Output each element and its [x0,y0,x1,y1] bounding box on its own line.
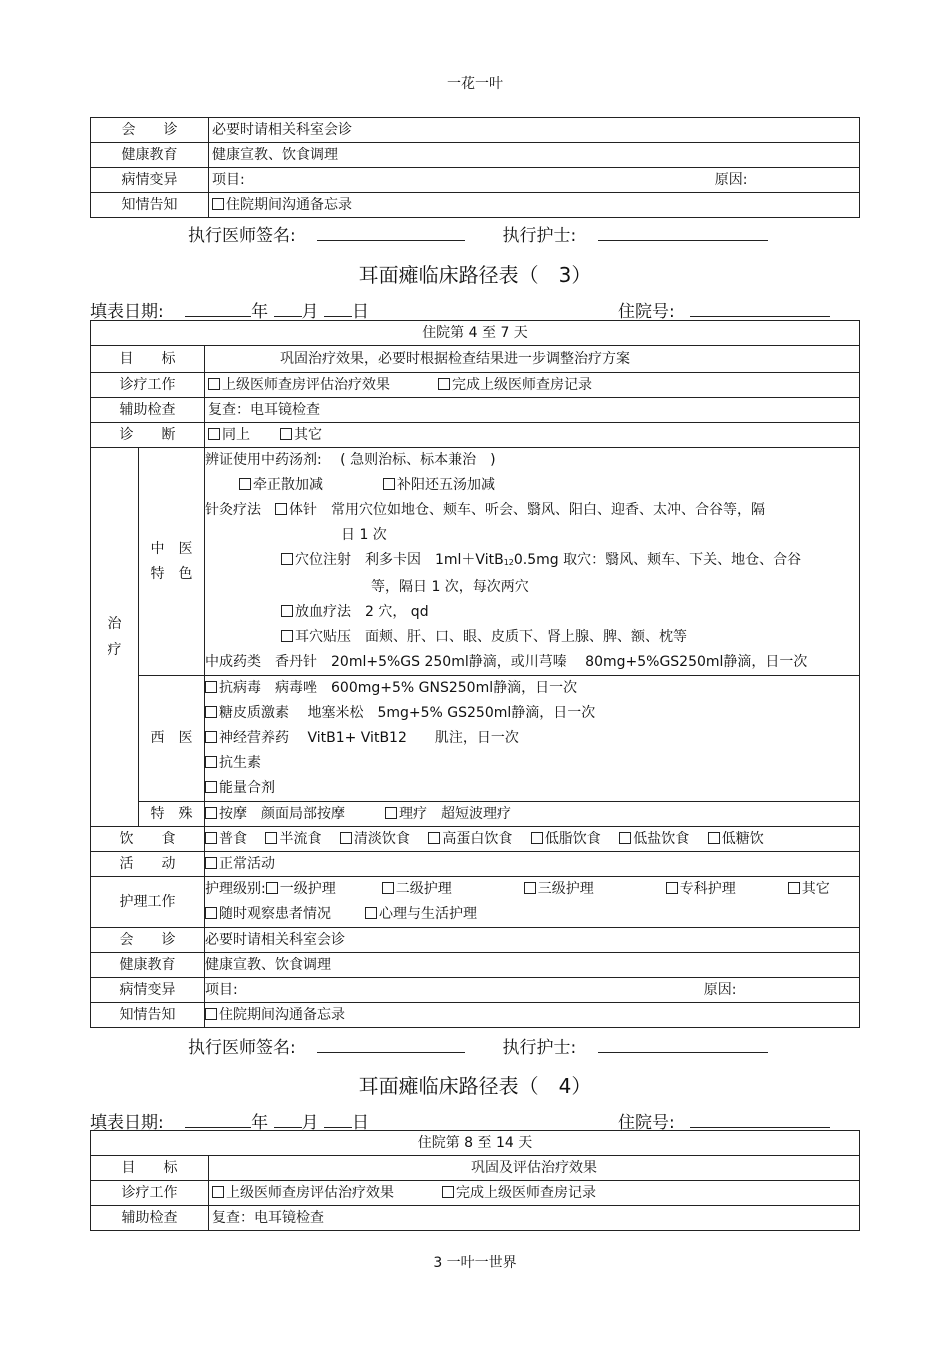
table-row [91,877,860,928]
table-row [91,827,860,852]
table-row [91,423,860,448]
checkbox-icon[interactable] [266,882,278,894]
row-content: 健康宣教、饮食调理 [209,143,860,168]
section-title: 耳面瘫临床路径表（ 4） [358,1074,592,1098]
table-row [91,1131,860,1156]
date-label: 填表日期: [90,1113,164,1133]
row-label: 诊疗工作 [91,1181,209,1206]
checkbox-icon[interactable] [205,907,217,919]
table-row [91,1181,860,1206]
month-field[interactable] [274,302,302,317]
row-label: 病情变异 [91,168,209,193]
diet-content: 普食 半流食 清淡饮食 高蛋白饮食 低脂饮食 低盐饮食 低糖饮 [205,827,860,852]
row-label: 活 动 [91,852,205,877]
checkbox-icon[interactable] [438,378,450,390]
row-content: 必要时请相关科室会诊 [209,118,860,143]
row-label: 健康教育 [91,143,209,168]
row-label: 目 标 [91,1156,209,1181]
checkbox-icon[interactable] [281,630,293,642]
table-row [91,398,860,423]
checkbox-icon[interactable] [212,1186,224,1198]
table-pathway-4 [90,1130,860,1231]
signature-row [188,1033,768,1058]
table-row [91,928,860,953]
nurse-signature-label: 执行护士: [502,226,577,246]
edu-content: 健康宣教、饮食调理 [205,953,860,978]
work-content: 上级医师查房评估治疗效果 完成上级医师查房记录 [209,1181,860,1206]
checkbox-icon[interactable] [280,428,292,440]
row-content [209,168,860,193]
checkbox-icon[interactable] [428,832,440,844]
checkbox-icon[interactable] [281,553,293,565]
checkbox-icon[interactable] [205,681,217,693]
inform-content: 住院期间沟通备忘录 [205,1003,860,1028]
checkbox-icon[interactable] [205,756,217,768]
row-label: 辅助检查 [91,1206,209,1231]
table-row [91,852,860,877]
checkbox-icon[interactable] [788,882,800,894]
row-label: 诊疗工作 [91,373,205,398]
checkbox-icon[interactable] [205,706,217,718]
year-field[interactable] [185,302,251,317]
consult-content: 必要时请相关科室会诊 [205,928,860,953]
table-pathway-3 [90,320,860,1028]
variation-item-label: 项目: [212,171,245,188]
exam-content: 复查：电耳镜检查 [209,1206,860,1231]
form-info-row: 填表日期: 年 月 日 住院号: [90,297,860,322]
work-content: 上级医师查房评估治疗效果 完成上级医师查房记录 [205,373,860,398]
checkbox-icon[interactable] [666,882,678,894]
row-label: 健康教育 [91,953,205,978]
wm-label: 西 医 [139,676,205,802]
month-field[interactable] [274,1113,302,1128]
row-label: 知情告知 [91,1003,205,1028]
doctor-signature-label: 执行医师签名: [188,226,296,246]
admission-no-label: 住院号: [618,302,675,322]
checkbox-icon[interactable] [619,832,631,844]
nurse-signature-line[interactable] [598,1038,768,1053]
checkbox-icon[interactable] [383,478,395,490]
tcm-label: 中 医 特 色 [139,448,205,676]
table-row [91,1206,860,1231]
checkbox-icon[interactable] [365,907,377,919]
page-header: 一花一叶 [447,76,503,92]
row-label: 饮 食 [91,827,205,852]
table-row [91,321,860,346]
period-header: 住院第 4 至 7 天 [91,321,860,346]
checkbox-icon[interactable] [275,503,287,515]
diagnosis-content: 同上 其它 [205,423,860,448]
day-field[interactable] [324,302,352,317]
checkbox-icon[interactable] [208,378,220,390]
tcm-content: 辨证使用中药汤剂: ( 急则治标、标本兼治 ) 牵正散加减 补阳还五汤加减 针灸疗法 体针 常用穴位如地仓、颊车、听会、翳风、阳白、迎香、太冲、合谷等，隔 日 1 次 穴位注射 利多卡因 1ml＋VitB120.5mg 取穴：翳风、颊车、下关、地仓、合谷 等，隔日 1 次，每次两穴 放血疗法 2 穴， qd 耳穴贴压 面颊、肝、口、眼、皮质下、肾上腺、脾、额、枕等 中成药类 香丹针 20ml+5%GS 250ml静滴，或川芎嗪 80mg+5%GS250ml静滴，日一次 [205,448,860,676]
activity-content: 正常活动 [205,852,860,877]
page-footer: 3 一叶一世界 [433,1255,517,1271]
table-row [91,676,860,802]
doctor-signature-line[interactable] [317,1038,465,1053]
nursing-content: 护理级别: 一级护理 二级护理 三级护理 专科护理 其它 随时观察患者情况 心理与生活护理 [205,877,860,928]
checkbox-icon[interactable] [524,882,536,894]
table-row [91,978,860,1003]
day-field[interactable] [324,1113,352,1128]
admission-no-field[interactable] [690,1113,830,1128]
checkbox-icon[interactable] [208,428,220,440]
checkbox-icon[interactable] [340,832,352,844]
checkbox-icon[interactable] [205,781,217,793]
table-row [91,193,860,218]
variation-content: 项目: 原因: [205,978,860,1003]
nurse-signature-label: 执行护士: [502,1038,577,1058]
treatment-label: 治 疗 [91,448,139,827]
row-label: 病情变异 [91,978,205,1003]
checkbox-icon[interactable] [442,1186,454,1198]
table-row [91,346,860,373]
row-label: 护理工作 [91,877,205,928]
checkbox-icon[interactable] [205,731,217,743]
checkbox-icon[interactable] [239,478,251,490]
table-row [91,1003,860,1028]
signature-row [188,221,768,246]
table-row [91,448,860,676]
checkbox-icon[interactable] [281,605,293,617]
exam-content: 复查：电耳镜检查 [205,398,860,423]
checkbox-icon[interactable] [205,832,217,844]
period-header: 住院第 8 至 14 天 [91,1131,860,1156]
row-label: 辅助检查 [91,398,205,423]
row-content: 住院期间沟通备忘录 [209,193,860,218]
special-label: 特 殊 [139,802,205,827]
table-row [91,802,860,827]
wm-content: 抗病毒 病毒唑 600mg+5% GNS250ml静滴，日一次 糖皮质激素 地塞米松 5mg+5% GS250ml静滴，日一次 神经营养药 VitB1+ VitB12 肌注，日一次 抗生素 能量合剂 [205,676,860,802]
checkbox-icon[interactable] [708,832,720,844]
admission-no-label: 住院号: [618,1113,675,1133]
row-label: 会 诊 [91,928,205,953]
goal-content: 巩固及评估治疗效果 [209,1156,860,1181]
checkbox-icon[interactable] [531,832,543,844]
checkbox-icon[interactable] [385,807,397,819]
goal-content: 巩固治疗效果，必要时根据检查结果进一步调整治疗方案 [205,346,860,373]
variation-reason-label: 原因: [714,171,748,188]
doctor-signature-line[interactable] [317,226,465,241]
special-content: 按摩 颜面局部按摩 理疗 超短波理疗 [205,802,860,827]
date-label: 填表日期: [90,302,164,322]
nurse-signature-line[interactable] [598,226,768,241]
doctor-signature-label: 执行医师签名: [188,1038,296,1058]
checkbox-icon[interactable] [205,857,217,869]
checkbox-icon[interactable] [382,882,394,894]
table-row [91,953,860,978]
row-label: 会 诊 [91,118,209,143]
checkbox-icon[interactable] [212,198,224,210]
row-label: 目 标 [91,346,205,373]
table-continuation [90,117,860,218]
row-label: 知情告知 [91,193,209,218]
table-row [91,373,860,398]
table-row [91,168,860,193]
section-title: 耳面瘫临床路径表（ 3） [358,263,592,287]
checkbox-icon[interactable] [265,832,277,844]
admission-no-field[interactable] [690,302,830,317]
year-field[interactable] [185,1113,251,1128]
checkbox-icon[interactable] [205,807,217,819]
table-row [91,118,860,143]
table-row [91,143,860,168]
checkbox-icon[interactable] [205,1008,217,1020]
table-row [91,1156,860,1181]
row-label: 诊 断 [91,423,205,448]
form-info-row: 填表日期: 年 月 日 住院号: [90,1108,860,1133]
